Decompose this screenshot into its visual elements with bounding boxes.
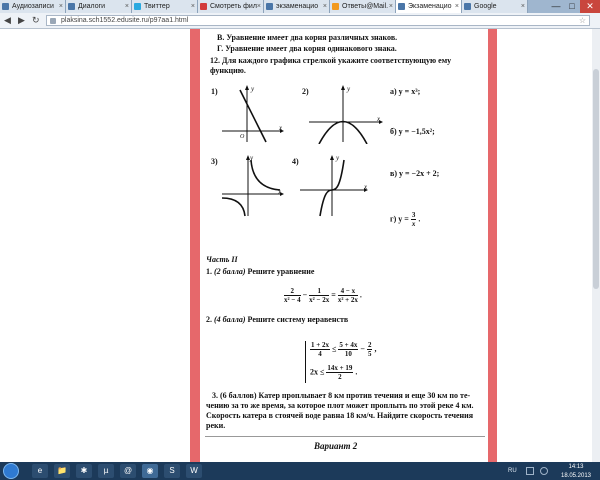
google-icon — [464, 3, 471, 10]
vk-icon — [2, 3, 9, 10]
clock-date: 18.05.2013 — [560, 473, 592, 479]
start-button[interactable] — [3, 463, 19, 479]
task-3-line-4: реки. — [206, 421, 226, 430]
close-button[interactable]: ✕ — [580, 0, 600, 13]
tab-strip — [0, 0, 600, 13]
question-12-cont: функцию. — [210, 66, 246, 75]
page-content — [0, 29, 600, 462]
twitter-icon — [134, 3, 141, 10]
graph-2-parabola — [307, 84, 383, 144]
tab-otvety[interactable] — [330, 0, 396, 13]
chrome-icon[interactable]: ◉ — [142, 464, 158, 478]
tab-label: Ответы@Mail. — [342, 3, 389, 10]
mail-icon — [332, 3, 339, 10]
tab-close-icon[interactable]: × — [454, 3, 459, 10]
page-icon — [266, 3, 273, 10]
tab-exam-active[interactable] — [396, 0, 462, 13]
part-2-heading: Часть II — [206, 255, 238, 264]
vk-icon — [68, 3, 75, 10]
tab-label: Экзаменацио — [408, 3, 452, 10]
tab-audio[interactable] — [0, 0, 66, 13]
section-divider — [205, 436, 485, 437]
forward-button[interactable]: ▶ — [18, 15, 25, 25]
tab-label: Смотреть фил — [210, 3, 257, 10]
task-3-line-1: 3. (6 баллов) Катер проплывает 8 км против течения и еще 30 км по те- — [212, 391, 471, 400]
word-icon[interactable]: W — [186, 464, 202, 478]
task-3-line-3: Скорость катера в стоячей воде равна 18 км/ч. Найдите скорость течения — [206, 411, 474, 420]
tab-google[interactable] — [462, 0, 528, 13]
clock-time: 14:13 — [568, 464, 584, 470]
tab-close-icon[interactable]: × — [256, 3, 261, 10]
graph-1-y-label: y — [251, 85, 255, 93]
clock[interactable] — [556, 462, 596, 480]
page-background — [0, 29, 190, 462]
inequality-1: $\frac{1 + 2x}{4}$ ≤ $\frac{5 + 4x}{10}$ − $\frac{2}{5}$ , — [311, 341, 377, 358]
mail-agent-icon[interactable]: @ — [120, 464, 136, 478]
function-option-v: в) y = −2x + 2; — [390, 169, 440, 178]
right-red-border — [488, 29, 497, 462]
tray-network-icon[interactable] — [526, 467, 534, 475]
graph-label-1: 1) — [211, 87, 218, 96]
tab-label: экзаменацио — [276, 3, 319, 10]
graph-2-y-label: y — [347, 85, 351, 93]
tab-label: Google — [474, 3, 497, 10]
graph-4-cubic — [298, 154, 368, 218]
equation-1: $\frac{2}{\text{x² − 4}}$ − $\frac{1}{\text{x² − 2x}}$ = $\frac{4 - x}{\text{x² + 2x}}$ . — [284, 287, 362, 304]
skype-icon[interactable]: S — [164, 464, 180, 478]
graph-1-x-label: x — [279, 124, 283, 132]
function-option-a: а) y = x³; — [390, 87, 421, 96]
graph-4-x-label: x — [364, 183, 368, 191]
tab-label: Аудиозаписи — [12, 3, 54, 10]
address-bar[interactable] — [46, 15, 590, 26]
tab-close-icon[interactable]: × — [520, 3, 525, 10]
tab-dialogs[interactable] — [66, 0, 132, 13]
graph-3-y-label: y — [250, 154, 254, 162]
graph-3-x-label: x — [278, 188, 282, 196]
tab-close-icon[interactable]: × — [58, 3, 63, 10]
page-info-icon[interactable] — [50, 18, 56, 24]
task-3-line-2: чению за то же время, за которое плот может проплыть по этой реке 4 км. — [206, 401, 474, 410]
system-brace — [305, 341, 306, 383]
graph-label-4: 4) — [292, 157, 299, 166]
tab-close-icon[interactable]: × — [124, 3, 129, 10]
ie-icon[interactable]: e — [32, 464, 48, 478]
graph-label-3: 3) — [211, 157, 218, 166]
variant-heading: Вариант 2 — [314, 441, 358, 451]
tray-volume-icon[interactable] — [540, 467, 548, 475]
graph-4-y-label: y — [336, 154, 340, 162]
tab-close-icon[interactable]: × — [190, 3, 195, 10]
graph-3-hyperbola — [220, 154, 284, 218]
option-g-prefix: г) y = — [390, 214, 409, 224]
language-indicator[interactable]: RU — [508, 468, 517, 474]
tab-movie[interactable] — [198, 0, 264, 13]
taskbar — [0, 462, 600, 480]
graph-2-x-label: x — [377, 115, 381, 123]
reload-button[interactable]: ↻ — [32, 15, 40, 25]
option-g-fraction: $\frac{3}{x}$ — [411, 211, 416, 228]
folder-icon[interactable]: 📁 — [54, 464, 70, 478]
toolbar — [0, 13, 600, 29]
tab-twitter[interactable] — [132, 0, 198, 13]
tab-exam-1[interactable] — [264, 0, 330, 13]
function-option-b: б) y = −1,5x²; — [390, 127, 435, 136]
page-icon — [398, 3, 405, 10]
answer-option-v: В. Уравнение имеет два корня различных знаков. — [217, 33, 398, 42]
scrollbar-thumb[interactable] — [593, 69, 599, 289]
left-red-border — [190, 29, 200, 462]
back-button[interactable]: ◀ — [4, 15, 11, 25]
utorrent-icon[interactable]: µ — [98, 464, 114, 478]
tab-close-icon[interactable]: × — [322, 3, 327, 10]
task-2: 2. (4 балла) Решите систему неравенств — [206, 315, 349, 324]
tab-close-icon[interactable]: × — [388, 3, 393, 10]
graph-1-origin: O — [240, 134, 245, 140]
tab-label: Твиттер — [144, 3, 170, 10]
graph-label-2: 2) — [302, 87, 309, 96]
question-12: 12. Для каждого графика стрелкой укажите соответствующую ему — [210, 56, 452, 65]
minimize-button[interactable]: — — [551, 1, 561, 11]
url-text[interactable]: plaksina.sch1552.edusite.ru/p97aa1.html — [61, 17, 189, 24]
maximize-button[interactable]: □ — [569, 1, 575, 11]
inequality-2: 2x ≤ $\frac{14x + 19}{2}$ . — [310, 364, 358, 381]
bookmark-star-icon[interactable]: ☆ — [578, 16, 586, 25]
movie-icon — [200, 3, 207, 10]
tab-label: Диалоги — [78, 3, 106, 10]
answer-option-g: Г. Уравнение имеет два корня одинакового знака. — [217, 44, 397, 53]
icq-icon[interactable]: ✱ — [76, 464, 92, 478]
task-1: 1. (2 балла) Решите уравнение — [206, 267, 315, 276]
function-option-g: г) y = $\frac{3}{x}$ . — [390, 211, 421, 228]
